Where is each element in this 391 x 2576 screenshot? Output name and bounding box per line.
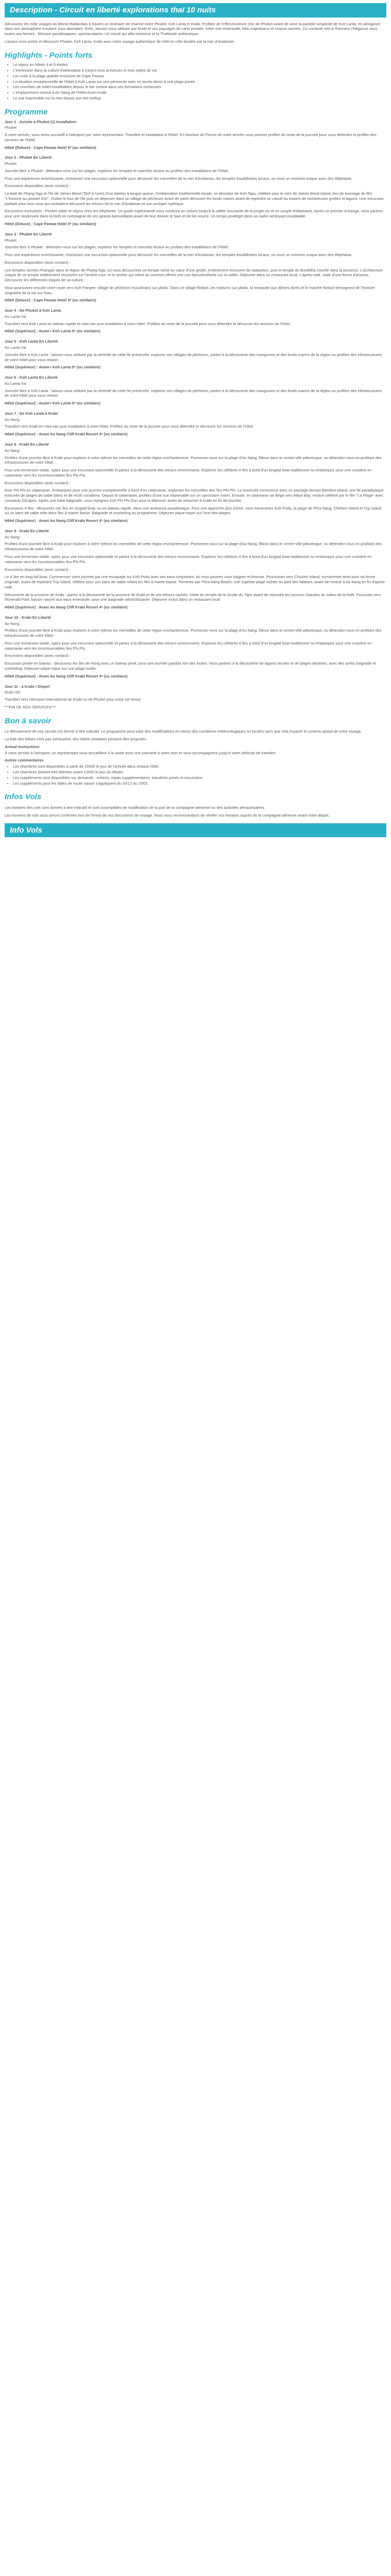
day-hotel: Hôtel (Supérieur) : Avani+ Koh Lanta 5* (ou similaire)	[5, 329, 101, 334]
day-paragraph: Découverte de la province de Krabi : partez à la découverte de la province de Krabi et de ses trésors cachés. Visite du temple de la Grotte du Tigre avant de rejoindre les sources chaudes au milieu de la forêt. Poursuite vers l'Emerald Pool, bassin naturel aux eaux émeraude, pour une baignade rafraîchissante. Déjeuner inclus dans un restaurant local.	[5, 592, 381, 602]
day-paragraph: Transfert vers l'aéroport international de Krabi ou de Phuket pour votre vol retour.	[5, 697, 142, 702]
day-title: Jour 9 - Krabi En Liberté	[5, 528, 49, 533]
footer-banner: Info Vols	[5, 823, 386, 838]
day-paragraph: Journée libre à Phuket : détendez-vous sur les plages, explorez les temples et marchés locaux ou profitez des installations de l'hôtel.	[5, 168, 229, 173]
day-paragraph: Excursions disponibles (avec contact) :	[5, 653, 71, 658]
programme-day	[5, 375, 386, 406]
day-paragraph: Transfert vers Krabi en mini-van puis installation à votre hôtel. Profitez du reste de la journée pour vous détendre et découvrir les services de l'hôtel.	[5, 424, 254, 429]
day-location: Ao Nang	[5, 534, 20, 539]
day-paragraph: Excursions disponibles (avec contact) :	[5, 567, 71, 572]
day-title: Jour 7 - De Koh Lanta à Krabi	[5, 411, 58, 416]
highlights-heading: Highlights - Points forts	[5, 50, 92, 60]
day-paragraph: À votre arrivée, vous serez accueilli à l'aéroport par votre représentant. Transfert et installation à l'hôtel. En fonction de l'heure de votre arrivée vous pourrez profiter du reste de la journée pour vous détendre et profiter des services de l'hôtel.	[5, 132, 377, 142]
programme-day	[5, 411, 386, 437]
day-hotel: Hôtel (Supérieur) : Avani Ao Nang Cliff Krabi Resort 4* (ou similaire)	[5, 432, 128, 437]
day-paragraph: Pour une expérience enrichissante, choisissez une excursion optionnelle pour découvrir les merveilles de la mer d'Andaman, les temples bouddhistes locaux, ou vivre un moment unique avec des éléphants.	[5, 176, 352, 181]
intro-section	[5, 22, 386, 44]
programme-day	[5, 155, 386, 226]
day-paragraph: Excursions disponibles (avec contact) :	[5, 183, 71, 189]
programme-heading: Programme	[5, 107, 48, 116]
day-paragraph: Transfert vers Koh Lanta en bateau rapide et mini-van puis installation à votre hôtel. Profitez du reste de la journée pour vous détendre et découvrir les services de l'hôtel.	[5, 321, 291, 326]
day-location: Ao Nang	[5, 417, 20, 422]
day-paragraph: Pour une immersion totale, optez pour une excursion optionnelle et partez à la découverte des trésors environnants. Explorez les célèbres 4 îles à bord d'un longtail boat traditionnel ou embarquez pour une croisière en catamaran vers les incontournables îles Phi Phi.	[5, 468, 372, 478]
day-paragraph: Journée libre à Koh Lanta : laissez-vous séduire par la sérénité de cette île préservée, explorez ses villages de pêcheurs, partez à la découverte des mangroves et des fonds marins de la région ou profitez des infrastructures de votre hôtel pour vous relaxer.	[5, 388, 382, 398]
bon-paragraph: La liste des hôtels n'est pas exhaustive, des hôtels similaires peuvent être proposés.	[5, 737, 148, 742]
highlight-item: • L'emplacement central à Ao Nang de l'hôtel Avani Krabi	[13, 90, 386, 95]
day-hotel: Hôtel (Supérieur) : Avani+ Koh Lanta 5* (ou similaire)	[5, 401, 101, 406]
autres-item: • Les chambres doivent être libérées avant 12h00 le jour du départ.	[13, 770, 386, 775]
day-location: Ao Nang	[5, 448, 20, 453]
day-hotel: Hôtel (Supérieur) : Avani Ao Nang Cliff Krabi Resort 4* (ou similaire)	[5, 605, 128, 610]
day-paragraph: Les temples secrets Phangan dans la région de Phang Nga, où vous découvrirez un temple niché au cœur d'une grotte, entièrement recouvert de stalactites, puis le temple du Bouddha couché dans la province. L'architecture unique de ce temple entièrement recouvert sur l'arrière-cour, et le sentier qui mène au sommet offrent une vue époustouflante sur la vallée. Déjeuner dans un restaurant local. L'après-midi, visite d'une ferme d'ananas. Découvrez les différentes étapes de sa culture.	[5, 267, 383, 283]
day-paragraph: Excursion privée en bateau : découvrez les îles de Hong avec un bateau privé, pour une journée paisible loin des foules. Vous partirez à la découverte de lagons secrets et de plages désertes, avec des arrêts baignade et snorkeling. Déjeuner pique-nique sur une plage isolée.	[5, 661, 376, 671]
day-hotel: Hôtel (Deluxe) : Cape Panwa Hotel 5* (ou similaire)	[5, 145, 96, 150]
day-location: Ao Nang	[5, 621, 20, 626]
highlight-item: • Le vue imprenable sur la mer depuis son toit rooftop	[13, 96, 386, 101]
day-location: Phuket	[5, 161, 17, 166]
day-paragraph: Journée libre à Koh Lanta : laissez-vous séduire par la sérénité de cette île préservée, explorez ses villages de pêcheurs, partez à la découverte des mangroves et des fonds marins de la région ou profitez des infrastructures de votre hôtel pour vous relaxer.	[5, 352, 382, 362]
day-paragraph: Ever Phi Phi en catamaran. Embarquez pour une journée exceptionnelle à bord d'un catamaran, explorant les merveilles des îles Phi Phi. La traversée commence avec un passage devant Bamboo Island, une île paradisiaque entourée de plages de sable blanc et de récifs coralliens. Depuis le catamaran, profitez d'une vue imprenable sur un sanctuaire marin. Ensuite, le catamaran se dirige vers Maya Bay, rendue célèbre par le film "La Plage" avec Leonardo DiCaprio. Après une halte baignade, vous rejoignez Koh Phi Phi Don pour le déjeuner avant de retourner à Krabi en fin de journée.	[5, 488, 384, 503]
autres-heading: Autres commentaires	[5, 758, 44, 763]
day-paragraph: Profitez d'une journée libre à Krabi pour explorer à votre rythme les merveilles de cette région enchanteresse. Promenez-vous sur la plage d'Ao Nang, flânez dans le centre-ville pittoresque, ou détendez-vous en profitant des infrastructures de votre hôtel.	[5, 628, 382, 638]
highlight-item: • L'immersion dans la culture thaïlandaise à travers trois provinces et trois styles de vie	[13, 68, 386, 73]
infos-paragraph: Les horaires des vols sont donnés à titre indicatif et sont susceptibles de modification de la part de la compagnie aérienne ou des autorités aéroportuaires.	[5, 805, 265, 810]
day-paragraph: Excursions disponibles (avec contact) :	[5, 260, 71, 265]
day-hotel: Hôtel (Supérieur) : Avani Ao Nang Cliff Krabi Resort 4* (ou similaire)	[5, 673, 128, 679]
day-location: Phuket	[5, 125, 17, 130]
day-hotel: Hôtel (Deluxe) : Cape Panwa Hotel 5* (ou similaire)	[5, 222, 96, 226]
highlight-item: • La situation exceptionnelle de l'hôtel à Koh Lanta sur une péninsule avec un accès direct à une plage privée	[13, 79, 386, 84]
autres-item: • Les suppléments pour les dates de haute saison s'appliquent du 20/12 au 10/01.	[13, 781, 386, 786]
day-location: Krabi Vol	[5, 690, 20, 695]
programme-day	[5, 684, 386, 710]
day-title: Jour 5 - Koh Lanta En Liberté	[5, 339, 58, 344]
day-location: Ko Lanta Yai	[5, 314, 26, 319]
day-location: Ko Lanta Yai	[5, 381, 26, 386]
day-title: Jour 3 - Phuket En Liberté	[5, 231, 52, 236]
day-paragraph: Journée libre à Phuket : détendez-vous sur les plages, explorez les temples et marchés locaux ou profitez des installations de l'hôtel.	[5, 245, 229, 250]
intro-paragraph: Laissez-vous porter et découvrir Phuket, Koh Lanta, Krabi avec notre voyage authentique de côté en côte bordée par la mer d'Andaman.	[5, 39, 235, 44]
day-title: Jour 11 - à Krabi / Départ	[5, 684, 50, 689]
day-paragraph: Pour une expérience enrichissante, choisissez une excursion optionnelle pour découvrir les merveilles de la mer d'Andaman, les temples bouddhistes locaux, ou vivre un moment unique avec des éléphants.	[5, 252, 352, 258]
day-title: Jour 10 - Krabi En Liberté	[5, 615, 51, 620]
day-title: Jour 2 - Phuket En Liberté	[5, 155, 52, 160]
day-paragraph: Profitez d'une journée libre à Krabi pour explorer à votre rythme les merveilles de cette région enchanteresse. Promenez-vous sur la plage d'Ao Nang, flânez dans le centre-ville pittoresque, ou détendez-vous en profitant des infrastructures de votre hôtel.	[5, 455, 382, 465]
bon-a-savoir-heading: Bon à savoir	[5, 716, 52, 725]
day-title: Jour 1 - Arrivée à Phuket (1) Installation	[5, 119, 76, 124]
intro-paragraph: Découvrez les mille visages du littoral thaïlandais à travers un itinéraire de charme entre Phuket, Koh Lanta et Krabi. Profitez de l'effervescence chic de Phuket avant de vivre la paisible simplicité de Koh Lanta, en plongeant dans son atmosphère insulaire sous abondant. Enfin, laissez-vous séduire par Krabi et ses paysages de carte postale, entre mer émeraude, falis majestueux et cirques secrets. Ce combiné met à l'honneur l'élégance sous toutes ses formes : littoraux paradisiaques, spectaculaires. Un circuit qui allie exotisme et la Thaïlande authentique.	[5, 21, 381, 37]
autres-list	[5, 764, 386, 786]
day-paragraph: Pour une immersion totale, optez pour une excursion optionnelle et partez à la découverte des trésors environnants. Explorez les célèbres 4 îles à bord d'un longtail boat traditionnel ou embarquez pour une croisière en catamaran vers les incontournables îles Phi Phi.	[5, 554, 372, 564]
programme-day	[5, 232, 386, 303]
highlights-list	[5, 62, 386, 100]
page	[5, 0, 386, 842]
day-paragraph: Le 4 îles en long tail boat. Commencez votre journée par une escapade sur Koh Poda avec ses eaux turquoises, où vous pourrez vous baigner et bronzer. Poursuivez vers Chicken Island, surnommée ainsi pour sa forme originale, avant de rejoindre Tup Island, célèbre pour son banc de sable reliant les îles à marée basse. Terminez par Phra Nang Beach, une superbe plage nichée au pied des falaises, avant de revenir à Ao Nang en fin d'après-midi.	[5, 574, 386, 589]
day-paragraph: Pour une immersion totale, optez pour une excursion optionnelle et partez à la découverte des trésors environnants. Explorez les célèbres 4 îles à bord d'un longtail boat traditionnel ou embarquez pour une croisière en catamaran vers les incontournables îles Phi Phi.	[5, 640, 372, 651]
day-hotel: Hôtel (Supérieur) : Avani Ao Nang Cliff Krabi Resort 4* (ou similaire)	[5, 518, 128, 523]
day-location: Ko Lanta Yai	[5, 345, 26, 350]
infos-vols-heading: Infos Vols	[5, 792, 42, 802]
autres-item: • Les chambres sont disponibles à partir de 15h00 le jour de l'arrivée dans chaque hôtel.	[13, 764, 386, 769]
day-hotel: Hôtel (Supérieur) : Avani+ Koh Lanta 5* (ou similaire)	[5, 365, 101, 370]
day-paragraph: Excursions 4 îles : découvrez ces îles en longtail boat, ou en bateau rapide, dans une ambiance paradisiaque. Pour une approche plus intime, vous traverserez Koh Poda, la plage de Phra Nang, Chicken Island et Tup Island où un banc de sable relie deux îles à marée basse. Baignade et snorkeling au programme. Déjeuner pique-nique sur l'une des plages.	[5, 505, 382, 516]
programme-day	[5, 339, 386, 370]
day-title: Jour 6 - Koh Lanta En Liberté	[5, 375, 58, 380]
highlight-item: • Le séjour en hôtels 4 et 5 étoiles	[13, 62, 386, 67]
day-paragraph: Excursions disponibles (avec contact) :	[5, 480, 71, 485]
programme-days	[5, 120, 386, 710]
highlight-item: • Les nuits à la plage grande exclusive de Cape Panwa	[13, 74, 386, 79]
day-title: Jour 8 - Krabi En Liberté	[5, 442, 49, 447]
day-hotel: Hôtel (Deluxe) : Cape Panwa Hotel 5* (ou similaire)	[5, 298, 96, 303]
programme-day	[5, 308, 386, 334]
infos-paragraph: Les horaires de vols vous seront confirmés lors de l'envoi de vos documents de voyage. Nous vous recommandons de vérifier vos horaires auprès de la compagnie aérienne avant votre départ.	[5, 812, 330, 818]
programme-day	[5, 442, 386, 523]
page-title-banner: Description - Circuit en liberté explorations thaï 10 nuits	[5, 3, 386, 18]
programme-day	[5, 529, 386, 610]
highlight-item: • Les couchers de soleil inoubliables depuis le bar central dans ses formations rocheuses	[13, 84, 386, 90]
arrival-heading: Arrival instructions	[5, 744, 40, 749]
programme-day	[5, 120, 386, 150]
day-paragraph: Profitez d'une journée libre à Krabi pour explorer à votre rythme les merveilles de cette région enchanteresse. Promenez-vous sur la plage d'Ao Nang, flânez dans le centre-ville pittoresque, ou détendez-vous en profitant des infrastructures de votre hôtel.	[5, 541, 382, 552]
arrival-paragraph: À votre arrivée à l'aéroport, un représentant vous accueillera à la sortie avec une pancarte à votre nom et vous accompagnera jusqu'à votre véhicule de transfert.	[5, 750, 277, 755]
day-paragraph: Vous poursuivez ensuite votre route vers Koh Panyee, village de pêcheurs musulmans sur pilotis. Dans ce village flottant, les maisons sur pilotis, la mosquée aux dômes dorés et le marché flottant témoignent de l'histoire singulière de la vie sur l'eau.	[5, 285, 375, 295]
day-paragraph: La baie de Phang Nga et l'île de James Bond (Tarif à l'avis) D'un bateau à longue queue, l'embarcation traditionnelle locale, en direction de Koh Tapu, célèbre pour le nom de James Bond Island, lieu de tournage du film "L'homme au pistolet d'or". Visitez le tour de l'île puis un déjeuner dans un village de pêcheurs avant de partir découvrir les fonds marins avant de rejoindre un canoë au travers de nombreuses grottes et lagons. Une excursion parfaite pour tous ceux qui souhaitent découvrir les trésors de la mer d'Andaman et son archipel mythique.	[5, 191, 384, 206]
day-title: Jour 4 - De Phuket à Koh Lanta	[5, 308, 61, 313]
autres-item: • Les suppléments sont disponibles sur demande : enfants, repas supplémentaires, transferts privés et excursions.	[13, 775, 386, 781]
day-paragraph: Excursions exclusives : Phuket safari et séjour chez les éléphants. Un guide expérimenté vous conduira en voiture jusqu'à la vallée luxuriante de la jungle où vit un couple d'éléphants. Après un premier échange, vous partirez pour une randonnée dans la forêt en compagnie de ces géants bienveillants avant de leur donner le bain et de les nourrir. Un temps privilégié dans un cadre verdoyant inoubliable.	[5, 209, 383, 219]
day-location: Phuket	[5, 238, 17, 243]
bon-paragraph: Le déroulement de nos circuits est donné à titre indicatif. Le programme peut subir des modifications en raison des conditions météorologiques ou locales sans que cela impacte le contenu global de votre voyage.	[5, 729, 362, 734]
programme-day	[5, 615, 386, 679]
day-paragraph: ***FIN DE NOS SERVICES***	[5, 704, 56, 709]
